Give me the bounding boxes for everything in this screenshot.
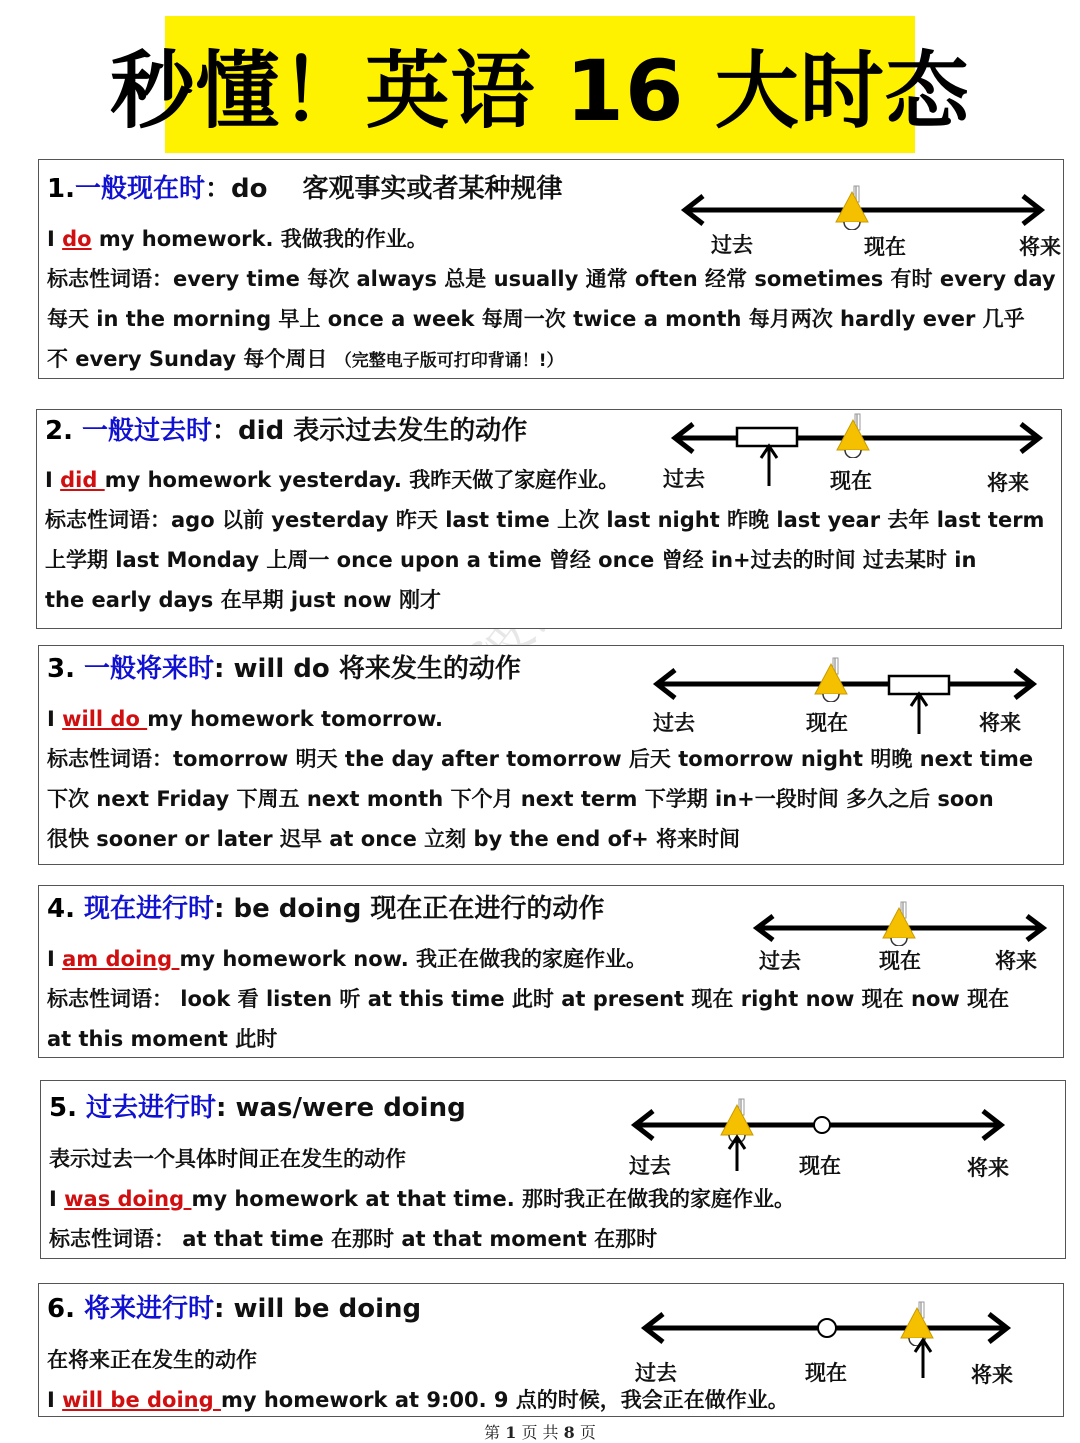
section-heading: 6. 将来进行时: will be doing <box>47 1294 422 1324</box>
verb-highlight: did <box>60 468 105 492</box>
verb-highlight: am doing <box>62 947 180 971</box>
lamp-icon <box>901 1302 933 1346</box>
verb-highlight: do <box>62 227 92 251</box>
timeline-past: 过去 <box>629 1154 671 1178</box>
tense-name: 过去进行时 <box>86 1093 217 1123</box>
timeline <box>679 182 1061 272</box>
timeline-now: 现在 <box>799 1154 841 1178</box>
timeline-past: 过去 <box>653 711 695 735</box>
section-past-continuous <box>40 1080 1066 1259</box>
keywords-line: 标志性词语： look 看 listen 听 at this time 此时 at present 现在 right now 现在 now 现在 <box>47 987 1010 1011</box>
tense-name: 一般将来时 <box>84 654 215 684</box>
timeline-now: 现在 <box>879 949 921 973</box>
timeline-now: 现在 <box>830 469 872 493</box>
timeline-future: 将来 <box>987 471 1029 495</box>
keywords-line: 很快 sooner or later 迟早 at once 立刻 by the end of+ 将来时间 <box>47 827 741 851</box>
timeline-future: 将来 <box>971 1363 1013 1387</box>
keywords-line: 下次 next Friday 下周五 next month 下个月 next term 下学期 in+一段时间 多久之后 soon <box>47 787 994 811</box>
example-sentence: I will be doing my homework at 9:00. 9 点的时候，我会正在做作业。 <box>47 1388 789 1412</box>
section-heading: 2. 一般过去时：did 表示过去发生的动作 <box>45 416 528 446</box>
section-simple-past <box>36 409 1062 629</box>
timeline-future: 将来 <box>979 711 1021 735</box>
timeline <box>635 1294 1029 1387</box>
description: 在将来正在发生的动作 <box>47 1348 257 1372</box>
tense-name: 将来进行时 <box>84 1294 215 1324</box>
timeline <box>751 898 1051 978</box>
verb-highlight: was doing <box>64 1187 192 1211</box>
current-page: 1 <box>505 1423 517 1442</box>
keywords-line: 标志性词语：ago 以前 yesterday 昨天 last time 上次 last night 昨晚 last year 去年 last term <box>45 508 1045 532</box>
tense-name: 一般现在时 <box>74 174 205 204</box>
section-heading: 4. 现在进行时: be doing 现在正在进行的动作 <box>47 894 605 924</box>
section-future-continuous <box>38 1283 1064 1417</box>
title-banner <box>110 16 970 153</box>
page-footer: 第 1 页 共 8 页 <box>484 1423 596 1442</box>
keywords-line: 标志性词语： at that time 在那时 at that moment 在那时 <box>49 1227 658 1251</box>
total-pages: 8 <box>563 1423 575 1442</box>
example-sentence: I did my homework yesterday. 我昨天做了家庭作业。 <box>45 468 620 492</box>
tense-name: 现在进行时 <box>84 894 215 924</box>
timeline <box>629 1091 1019 1181</box>
timeline-future: 将来 <box>1019 235 1061 259</box>
example-sentence: I was doing my homework at that time. 那时我正在做我的家庭作业。 <box>49 1187 795 1211</box>
example-sentence: I am doing my homework now. 我正在做我的家庭作业。 <box>47 947 648 971</box>
note: （完整电子版可打印背诵！!） <box>334 351 564 371</box>
lamp-icon <box>815 658 847 702</box>
keywords-line: 上学期 last Monday 上周一 once upon a time 曾经 once 曾经 in+过去的时间 过去某时 in <box>45 548 977 572</box>
keywords-line: 每天 in the morning 早上 once a week 每周一次 twice a month 每月两次 hardly ever 几乎 <box>47 307 1025 331</box>
section-present-continuous <box>38 885 1064 1058</box>
section-simple-present <box>38 159 1064 379</box>
timeline-now: 现在 <box>806 711 848 735</box>
timeline-past: 过去 <box>759 949 801 973</box>
keywords-line: at this moment 此时 <box>47 1027 278 1051</box>
page-title: 秒懂！英语 16 大时态 <box>110 42 970 140</box>
timeline-now: 现在 <box>864 235 906 259</box>
keywords-line: 不 every Sunday 每个周日 （完整电子版可打印背诵！!） <box>47 347 564 371</box>
section-heading: 1.一般现在时：do 客观事实或者某种规律 <box>47 174 563 204</box>
section-heading: 3. 一般将来时: will do 将来发生的动作 <box>47 654 521 684</box>
description: 表示过去一个具体时间正在发生的动作 <box>49 1147 406 1171</box>
lamp-icon <box>883 902 915 946</box>
keywords-line: 标志性词语：every time 每次 always 总是 usually 通常 often 经常 sometimes 有时 every day <box>47 267 1056 291</box>
keywords-line: the early days 在早期 just now 刚才 <box>45 588 441 612</box>
verb-highlight: will be doing <box>62 1388 221 1412</box>
timeline-future: 将来 <box>995 949 1037 973</box>
example-sentence: I will do my homework tomorrow. <box>47 707 443 731</box>
timeline-now: 现在 <box>805 1361 847 1385</box>
timeline-future: 将来 <box>967 1156 1009 1180</box>
timeline-past: 过去 <box>711 233 753 257</box>
section-heading: 5. 过去进行时: was/were doing <box>49 1093 466 1123</box>
verb-highlight: will do <box>62 707 148 731</box>
section-simple-future <box>38 645 1064 865</box>
timeline <box>665 414 1045 504</box>
timeline-past: 过去 <box>663 467 705 491</box>
timeline-past: 过去 <box>635 1361 677 1385</box>
tense-name: 一般过去时 <box>82 416 213 446</box>
keywords-line: 标志性词语：tomorrow 明天 the day after tomorrow 后天 tomorrow night 明晚 next time <box>47 747 1034 771</box>
example-sentence: I do my homework. 我做我的作业。 <box>47 227 428 251</box>
timeline <box>651 652 1041 742</box>
